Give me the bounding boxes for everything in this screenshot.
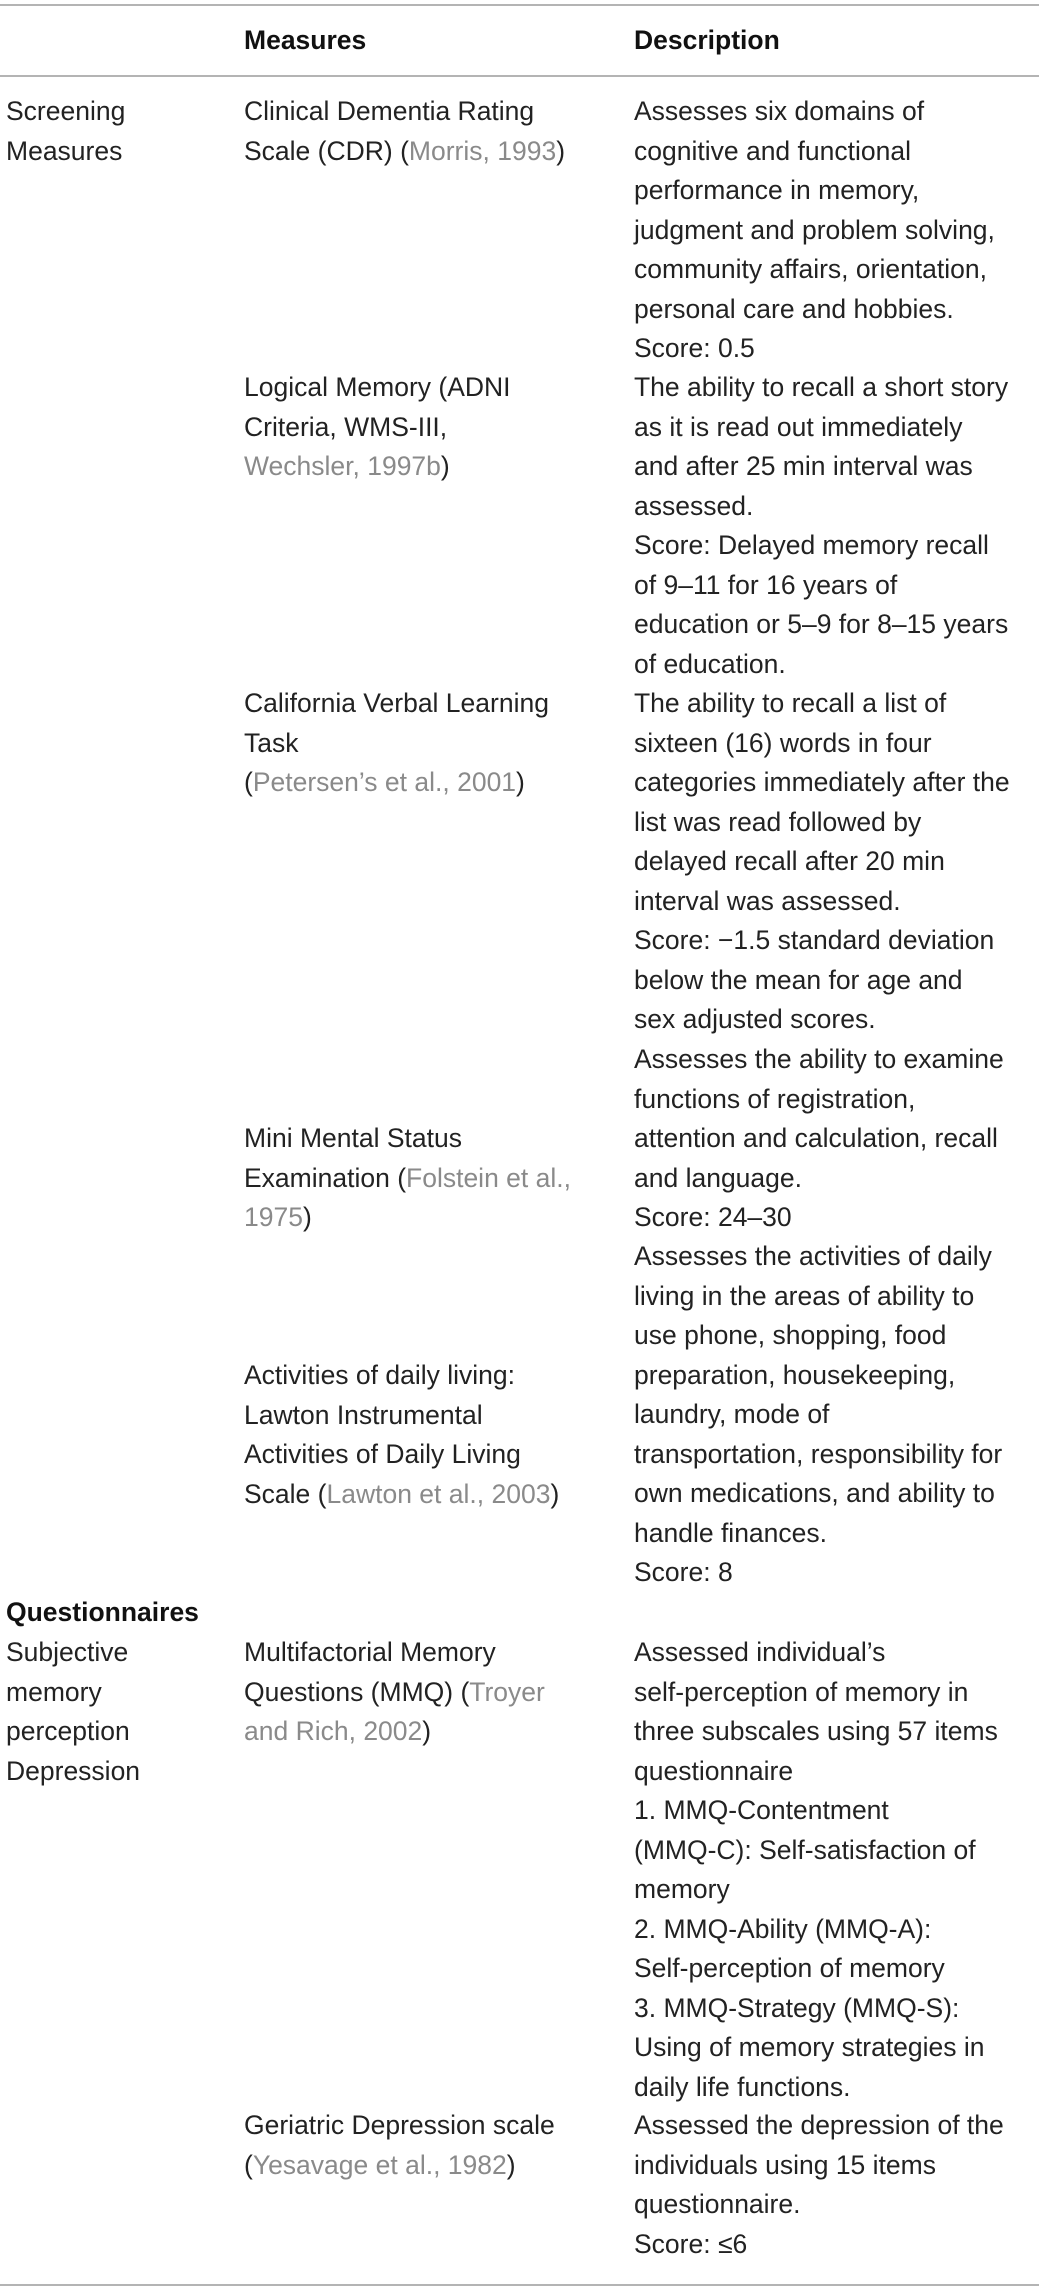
text-line: laundry, mode of — [634, 1399, 830, 1429]
text-line: daily life functions. — [634, 2071, 851, 2102]
measure-line — [244, 1119, 614, 1159]
table-bottom-rule — [0, 2284, 1039, 2286]
text-line: functions of registration, — [634, 1083, 916, 1114]
text-line: The ability to recall a list of — [634, 688, 947, 718]
text-line: Assesses the ability to examine — [634, 1044, 1004, 1074]
text-line: assessed. — [634, 490, 754, 521]
measure-line — [244, 1712, 614, 1752]
measure-text: Lawton Instrumental — [244, 1399, 483, 1430]
text-line: of education. — [634, 648, 786, 679]
citation-text: 1975 — [244, 1202, 303, 1232]
citation-text: Lawton et al., 2003 — [326, 1478, 551, 1509]
text-line: interval was assessed. — [634, 885, 901, 916]
text-line: Assessed individual’s — [634, 1637, 886, 1667]
screening-measures-label — [6, 92, 236, 171]
gds-measure — [244, 2106, 614, 2185]
citation-text: and Rich, 2002 — [244, 1716, 423, 1746]
cdr-measure — [244, 92, 614, 171]
text-line: as it is read out immediately — [634, 411, 963, 442]
measure-line — [244, 1475, 614, 1515]
text-line: handle finances. — [634, 1517, 828, 1548]
measure-text: Questions (MMQ) ( — [244, 1676, 470, 1707]
measure-text: Logical Memory (ADNI — [244, 372, 511, 402]
mmse-measure — [244, 1119, 614, 1238]
text-line: attention and calculation, recall — [634, 1123, 998, 1153]
iadl-description — [634, 1237, 1034, 1593]
text-line: preparation, housekeeping, — [634, 1359, 956, 1390]
mmq-description — [634, 1633, 1034, 2107]
measures-column-header: Measures — [244, 25, 367, 55]
measure-line — [244, 1435, 614, 1475]
measure-line — [244, 1159, 614, 1199]
measure-text: Scale (CDR) ( — [244, 135, 409, 166]
citation-text: Petersen’s et al., 2001 — [252, 767, 517, 797]
measure-text: ( — [244, 2149, 253, 2180]
measure-text: ) — [556, 135, 566, 166]
text-line: 3. MMQ-Strategy (MMQ-S): — [634, 1992, 960, 2023]
text-line: memory — [634, 1874, 730, 1904]
measure-text: California Verbal Learning — [244, 688, 549, 718]
measure-text: Activities of Daily Living — [244, 1439, 521, 1469]
text-line: community affairs, orientation, — [634, 254, 988, 284]
measure-line — [244, 724, 614, 764]
iadl-measure — [244, 1356, 614, 1514]
text-line: Using of memory strategies in — [634, 2032, 985, 2062]
table-top-rule — [0, 4, 1039, 6]
measure-text: Clinical Dementia Rating — [244, 96, 535, 126]
measure-text: ) — [550, 1478, 560, 1509]
mmse-description — [634, 1040, 1034, 1238]
cvlt-description — [634, 684, 1034, 1040]
text-line: Assessed the depression of the — [634, 2110, 1004, 2140]
measure-line — [244, 447, 614, 487]
text-line: Score: 24–30 — [634, 1202, 792, 1232]
measure-line — [244, 1198, 614, 1238]
citation-text: Wechsler, 1997b — [244, 451, 441, 481]
questionnaires-section-title: Questionnaires — [6, 1597, 199, 1627]
table-header-rule — [0, 75, 1039, 77]
text-line: own medications, and ability to — [634, 1478, 995, 1508]
measure-line — [244, 368, 614, 408]
measure-line — [244, 1633, 614, 1673]
citation-text: Folstein et al., — [406, 1162, 571, 1193]
measure-line — [244, 684, 614, 724]
measure-line — [244, 92, 614, 132]
measure-text: Criteria, WMS-III, — [244, 411, 448, 442]
text-line: Score: 8 — [634, 1557, 733, 1587]
measure-line — [244, 408, 614, 448]
measure-text: ) — [516, 767, 525, 797]
text-line: personal care and hobbies. — [634, 293, 954, 324]
measure-text: ) — [422, 1716, 432, 1746]
text-line: Measures — [6, 135, 123, 166]
measure-text: ( — [244, 767, 253, 797]
text-line: judgment and problem solving, — [634, 214, 995, 245]
text-line: 2. MMQ-Ability (MMQ-A): — [634, 1913, 932, 1944]
text-line: transportation, responsibility for — [634, 1438, 1003, 1469]
text-line: sixteen (16) words in four — [634, 727, 932, 758]
text-line: three subscales using 57 items — [634, 1716, 998, 1746]
questionnaires-label — [6, 1633, 236, 1791]
text-line: list was read followed by — [634, 806, 922, 837]
text-line: Assesses six domains of — [634, 96, 925, 126]
text-line: and language. — [634, 1162, 802, 1193]
measure-text: Multifactorial Memory — [244, 1637, 496, 1667]
text-line: education or 5–9 for 8–15 years — [634, 609, 1009, 639]
text-line: 1. MMQ-Contentment — [634, 1795, 889, 1825]
measure-text: ) — [440, 451, 450, 481]
gds-description — [634, 2106, 1034, 2264]
measure-text: ) — [506, 2149, 516, 2180]
text-line: Score: −1.5 standard deviation — [634, 925, 995, 955]
measure-line — [244, 1673, 614, 1713]
logical-memory-description — [634, 368, 1034, 684]
text-line: delayed recall after 20 min — [634, 846, 945, 876]
text-line: memory — [6, 1676, 102, 1707]
measure-text: Scale ( — [244, 1478, 327, 1509]
text-line: categories immediately after the — [634, 767, 1010, 797]
text-line: Screening — [6, 96, 126, 126]
citation-text: Yesavage et al., 1982 — [252, 2149, 507, 2180]
text-line: perception — [6, 1716, 130, 1746]
text-line: Self-perception of memory — [634, 1953, 945, 1983]
measure-text: Mini Mental Status — [244, 1123, 462, 1153]
text-line: Score: ≤6 — [634, 2228, 748, 2259]
measure-line — [244, 132, 614, 172]
text-line: and after 25 min interval was — [634, 451, 973, 481]
cvlt-measure — [244, 684, 614, 803]
text-line: living in the areas of ability to — [634, 1280, 975, 1311]
measure-text: Activities of daily living: — [244, 1360, 515, 1390]
text-line: individuals using 15 items — [634, 2149, 936, 2180]
measure-line — [244, 1356, 614, 1396]
text-line: of 9–11 for 16 years of — [634, 569, 898, 600]
text-line: questionnaire. — [634, 2189, 801, 2219]
text-line: questionnaire — [634, 1755, 794, 1786]
measure-line — [244, 763, 614, 803]
text-line: sex adjusted scores. — [634, 1004, 876, 1034]
citation-text: Troyer — [469, 1676, 545, 1707]
text-line: below the mean for age and — [634, 964, 963, 995]
measure-line — [244, 1396, 614, 1436]
cdr-description — [634, 92, 1034, 369]
text-line: self-perception of memory in — [634, 1676, 969, 1707]
measure-line — [244, 2146, 614, 2186]
text-line: Depression — [6, 1755, 141, 1786]
description-column-header: Description — [634, 25, 780, 55]
mmq-measure — [244, 1633, 614, 1752]
text-line: performance in memory, — [634, 175, 920, 205]
measure-text: Geriatric Depression scale — [244, 2110, 555, 2140]
text-line: Score: 0.5 — [634, 333, 755, 363]
measure-text: Task — [244, 727, 299, 758]
logical-memory-measure — [244, 368, 614, 487]
measure-text: Examination ( — [244, 1162, 407, 1193]
text-line: Assesses the activities of daily — [634, 1241, 992, 1271]
measure-text: ) — [302, 1202, 312, 1232]
text-line: Subjective — [6, 1637, 129, 1667]
text-line: Score: Delayed memory recall — [634, 530, 989, 560]
text-line: cognitive and functional — [634, 135, 911, 166]
text-line: use phone, shopping, food — [634, 1320, 947, 1350]
text-line: (MMQ-C): Self-satisfaction of — [634, 1834, 976, 1865]
measure-line — [244, 2106, 614, 2146]
citation-text: Morris, 1993 — [408, 135, 557, 166]
text-line: The ability to recall a short story — [634, 372, 1009, 402]
